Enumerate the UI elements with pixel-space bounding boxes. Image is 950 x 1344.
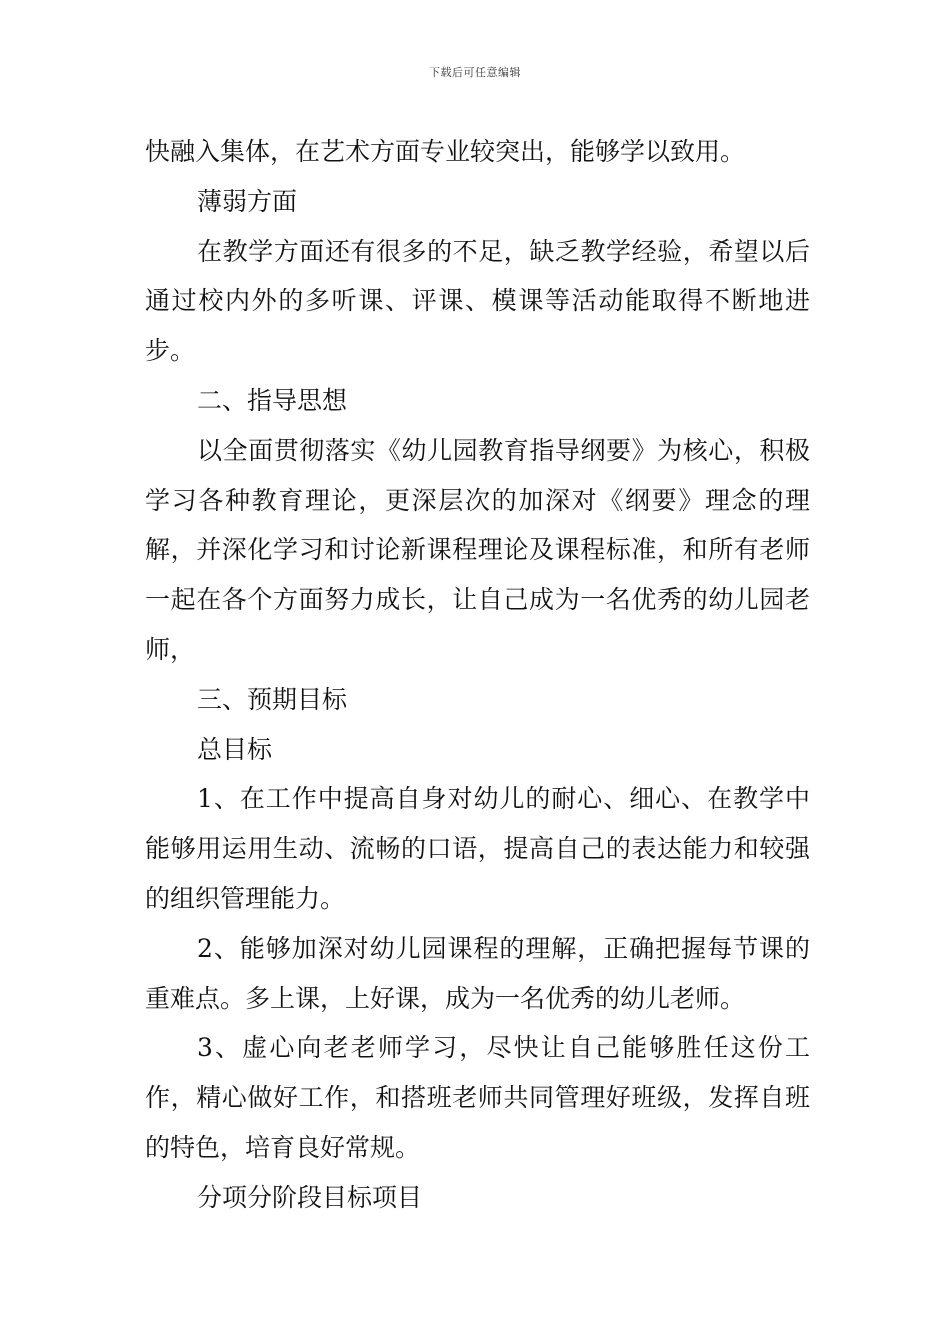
- paragraph-continuation: 快融入集体，在艺术方面专业较突出，能够学以致用。: [145, 137, 746, 166]
- page-header-note: 下载后可任意编辑: [429, 66, 521, 79]
- paragraph-weaknesses: 在教学方面还有很多的不足，缺乏教学经验，希望以后通过校内外的多听课、评课、模课等活动能取得不断地进步。: [145, 236, 810, 366]
- document-body: [145, 127, 810, 1223]
- subheading-weaknesses: 薄弱方面: [197, 186, 298, 216]
- subheading-overall-goals: 总目标: [197, 734, 273, 764]
- section-heading-expected-goals: 三、预期目标: [197, 684, 348, 714]
- subheading-phased-goals: 分项分阶段目标项目: [197, 1182, 423, 1212]
- goal-item-3: 3、虚心向老老师学习，尽快让自己能够胜任这份工作，精心做好工作，和搭班老师共同管理好班级，发挥自班的特色，培育良好常规。: [145, 1033, 810, 1162]
- paragraph-guiding-ideology: 以全面贯彻落实《幼儿园教育指导纲要》为核心，积极学习各种教育理论，更深层次的加深对《纲要》理念的理解，并深化学习和讨论新课程理论及课程标准，和所有老师一起在各个方面努力成长，让自己成为一名优秀的幼儿园老师，: [145, 435, 810, 664]
- goal-item-1: 1、在工作中提高自身对幼儿的耐心、细心、在教学中能够用运用生动、流畅的口语，提高自己的表达能力和较强的组织管理能力。: [145, 784, 810, 913]
- section-heading-guiding-ideology: 二、指导思想: [197, 385, 348, 415]
- goal-item-2: 2、能够加深对幼儿园课程的理解，正确把握每节课的重难点。多上课，上好课，成为一名优秀的幼儿老师。: [145, 933, 810, 1013]
